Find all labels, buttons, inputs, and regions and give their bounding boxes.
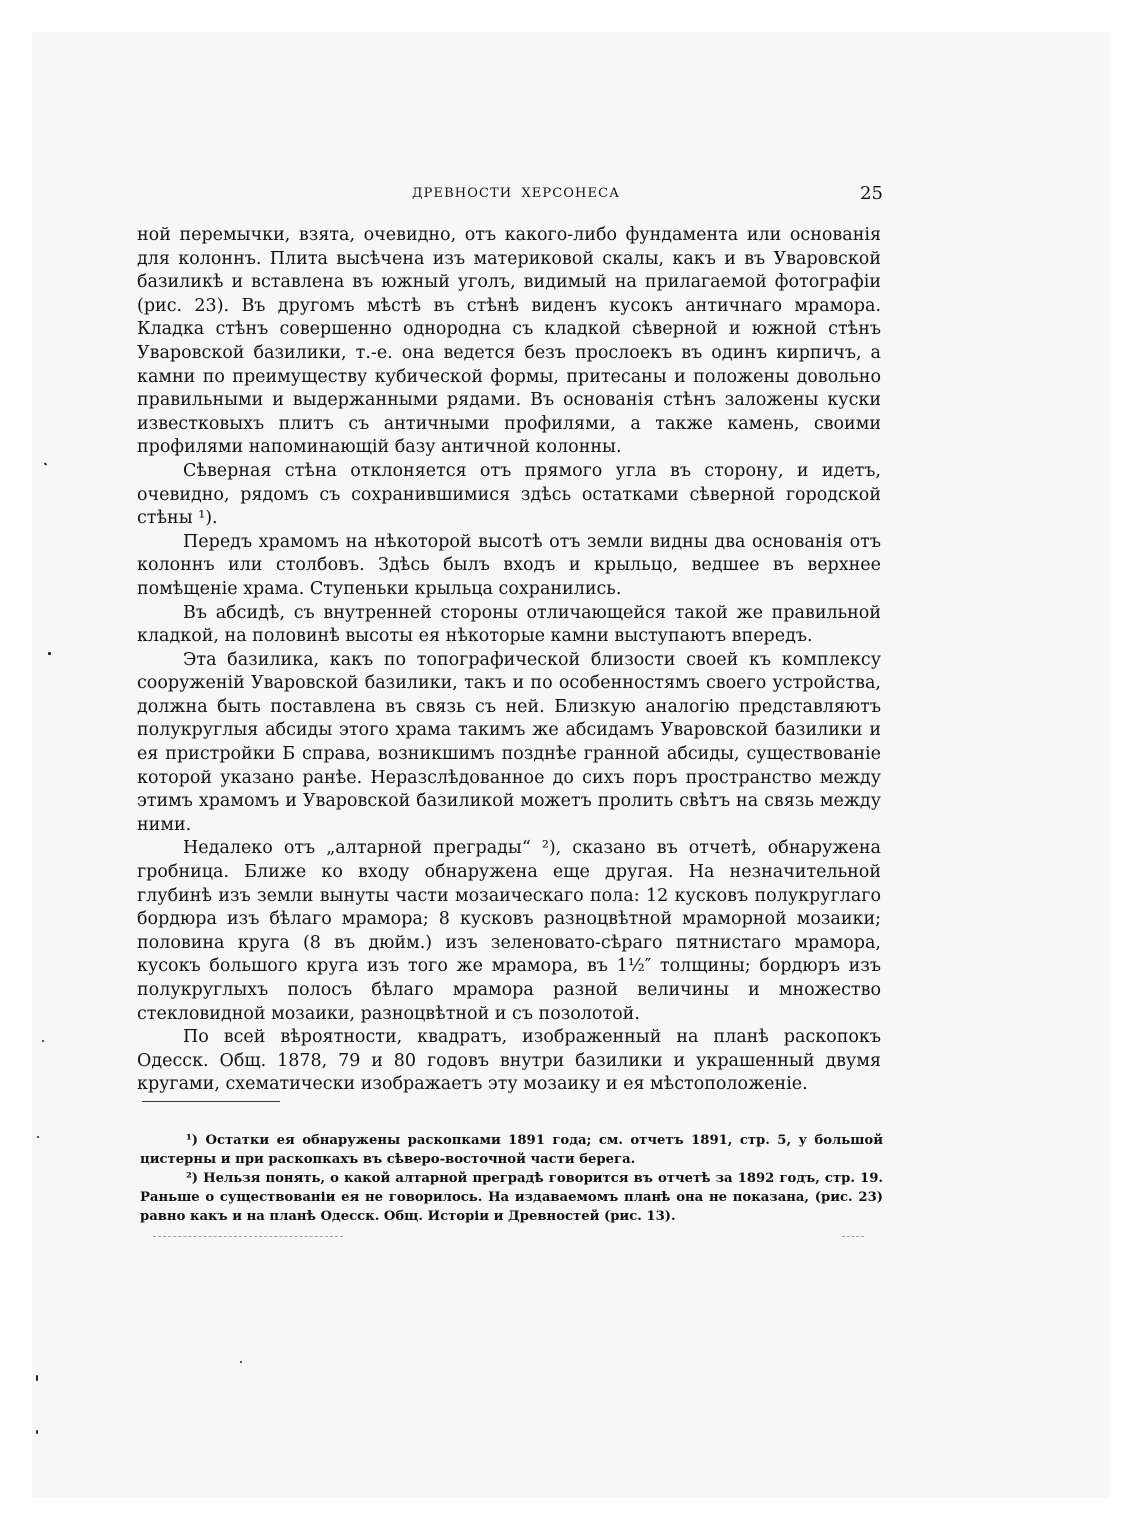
paragraph: Въ абсидѣ, съ внутренней стороны отличающейся такой же правильной кладкой, на половинѣ высоты ея нѣкоторые камни выступаютъ впередъ. <box>137 602 881 647</box>
scan-speck <box>36 1430 38 1434</box>
paragraph: Недалеко отъ „алтарной преграды“ ²), сказано въ отчетѣ, обнаружена гробница. Ближе ко входу обнаружена еще другая. На незначительной глубинѣ изъ земли вынуты части мозаическаго пола: 12 кусковъ полукруглаго бордюра изъ бѣлаго мрамора; 8 кусковъ разноцвѣтной мраморной мозаики; половина круга (8 въ дюйм.) изъ зеленовато-сѣраго пятнистаго мрамора, кусокъ большого круга изъ того же мрамора, въ 1½″ толщины; бордюръ изъ полукруглыхъ полосъ бѣлаго мрамора разной величины и множество стекловидной мозаики, разноцвѣтной и съ позолотой. <box>137 838 881 1024</box>
footnote: ²) Нельзя понять, о какой алтарной преградѣ говорится въ отчетѣ за 1892 годъ, стр. 19. Раньше о существованіи ея не говорилось. На издаваемомъ планѣ она не показана, (рис. 23) равно какъ и на планѣ Одесск. Общ. Исторіи и Древностей (рис. 13). <box>140 1171 883 1224</box>
scan-speck <box>240 1361 242 1363</box>
paragraph: По всей вѣроятности, квадратъ, изображенный на планѣ раскопокъ Одесск. Общ. 1878, 79 и 80 годовъ внутри базилики и украшенный двумя кругами, схематически изображаетъ эту мозаику и ея мѣстоположеніе. <box>137 1027 881 1095</box>
page-number: 25 <box>860 183 883 204</box>
footnotes <box>140 1131 883 1226</box>
paragraph: Эта базилика, какъ по топографической близости своей къ комплексу сооруженій Уваровской базилики, такъ и по особенностямъ своего устройства, должна быть поставлена въ связь съ ней. Близкую аналогію представляютъ полукруглыя абсиды этого храма такимъ же абсидамъ Уваровской базилики и ея пристройки Б справа, возникшимъ позднѣе гранной абсиды, существованіе которой указано ранѣе. Неразслѣдованное до сихъ поръ пространство между этимъ храмомъ и Уваровской базиликой можетъ пролить свѣтъ на связь между ними. <box>137 649 881 835</box>
scan-noise <box>153 1236 343 1239</box>
running-title: ДРЕВНОСТИ ХЕРСОНЕСА <box>412 186 621 201</box>
scan-speck <box>48 652 51 655</box>
scan-speck <box>42 1040 44 1042</box>
running-header <box>0 183 1140 208</box>
paragraph: Сѣверная стѣна отклоняется отъ прямого угла въ сторону, и идетъ, очевидно, рядомъ съ сохранившимися здѣсь остатками сѣверной городской стѣны ¹). <box>137 460 881 529</box>
paragraph: Передъ храмомъ на нѣкоторой высотѣ отъ земли видны два основанія отъ колоннъ или столбовъ. Здѣсь былъ входъ и крыльцо, ведшее въ верхнее помѣщеніе храма. Ступеньки крыльца сохранились. <box>137 531 881 599</box>
footnote-divider <box>142 1101 280 1102</box>
footnote: ¹) Остатки ея обнаружены раскопками 1891 года; см. отчетъ 1891, стр. 5, у большой цистерны и при раскопкахъ въ сѣверо-восточной части берега. <box>140 1133 883 1167</box>
scan-speck <box>36 1375 38 1381</box>
scan-noise <box>842 1236 864 1239</box>
main-text <box>137 224 881 1097</box>
scan-speck <box>37 1136 39 1138</box>
paragraph: ной перемычки, взята, очевидно, отъ какого-либо фундамента или основанія для колоннъ. Плита высѣчена изъ материковой скалы, какъ и въ Уваровской базиликѣ и вставлена въ южный уголъ, видимый на прилагаемой фотографіи (рис. 23). Въ другомъ мѣстѣ въ стѣнѣ виденъ кусокъ античнаго мрамора. Кладка стѣнъ совершенно однородна съ кладкой сѣверной и южной стѣнъ Уваровской базилики, т.-е. она ведется безъ прослоекъ въ одинъ кирпичъ, а камни по преимуществу кубической формы, притесаны и положены довольно правильными и выдержанными рядами. Въ основанія стѣнъ заложены куски известковыхъ плитъ съ античными профилями, а также камень, своими профилями напоминающій базу античной колонны. <box>137 225 881 458</box>
